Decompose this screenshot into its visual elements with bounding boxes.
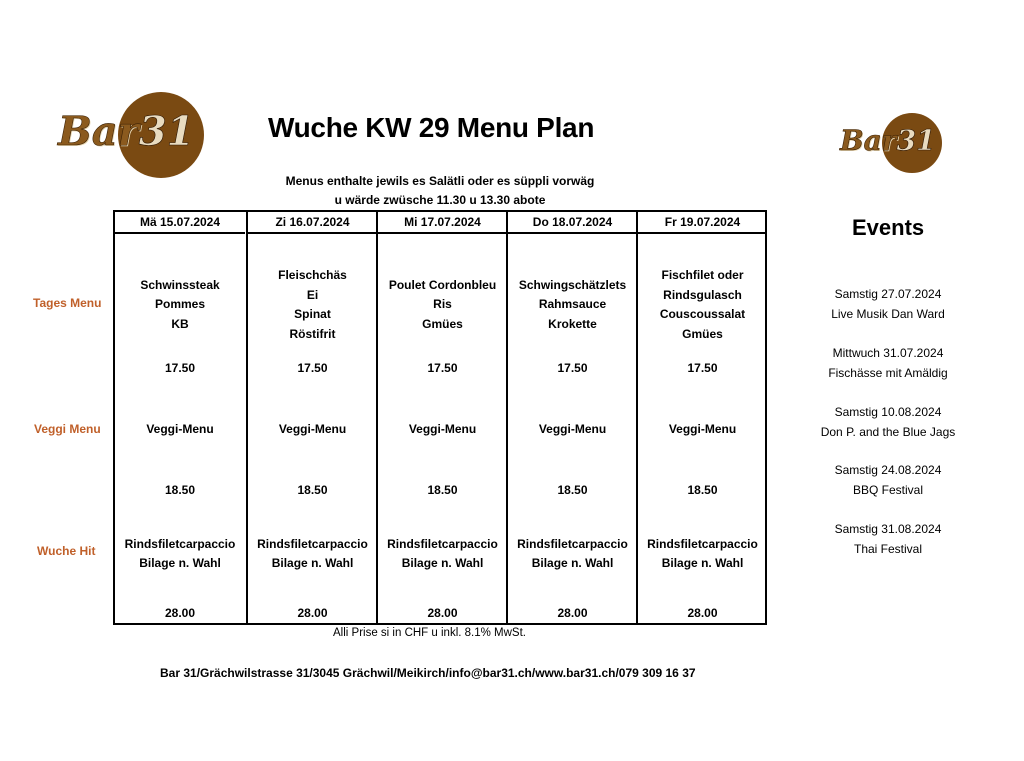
wuche-hit-dish-line: Bilage n. Wahl [401,556,484,570]
tages-menu-price-text: 17.50 [687,361,718,376]
subtitle-line-2: u wärde zwüsche 11.30 u 13.30 abote [334,193,546,207]
tages-menu-dish-line: Spinat [294,307,331,321]
veggi-menu-dish-text: Veggi-Menu [146,422,214,437]
wuche-hit-price-text: 28.00 [164,606,196,621]
wuche-hit-dish [638,535,767,574]
day-header: Fr 19.07.2024 [638,212,767,234]
row-label-tages-menu: Tages Menu [33,296,102,310]
veggi-menu-price [248,481,377,501]
veggi-menu-price-text: 18.50 [164,483,196,498]
day-header: Do 18.07.2024 [508,212,637,234]
day-column [246,212,377,623]
event-name: BBQ Festival [852,482,924,497]
tages-menu-dish [378,276,507,335]
tages-menu-dish [508,276,637,335]
wuche-hit-dish-line: Bilage n. Wahl [661,556,744,570]
day-column [636,212,767,623]
tages-menu-dish-line: Gmües [682,326,723,341]
tages-menu-price [638,359,767,379]
veggi-menu-dish [508,420,637,440]
row-label-wuche-hit: Wuche Hit [37,544,96,558]
tages-menu-price-text: 17.50 [164,361,196,376]
wuche-hit-dish [378,535,507,574]
veggi-menu-price [115,481,245,501]
tages-menu-dish-line: Fleischchäs [278,268,347,282]
event-item [800,403,976,442]
day-header: Zi 16.07.2024 [248,212,377,234]
page-title: Wuche KW 29 Menu Plan [268,112,595,143]
wuche-hit-dish-line: Bilage n. Wahl [271,556,354,570]
tages-menu-dish-line: Krokette [548,316,597,331]
contact-footer: Bar 31/Grächwilstrasse 31/3045 Grächwil/Meikirch/info@bar31.ch/www.bar31.ch/079 309 16 37 [160,666,696,680]
veggi-menu-price [378,481,507,501]
tages-menu-dish-line: Röstifrit [289,326,336,341]
wuche-hit-price [638,604,767,624]
veggi-menu-dish-text: Veggi-Menu [668,422,737,437]
tages-menu-dish-line: Rindsgulasch [663,287,742,302]
wuche-hit-dish [248,535,377,574]
event-date: Samstig 31.08.2024 [834,522,942,536]
wuche-hit-price [115,604,245,624]
tages-menu-dish-line: Pommes [154,297,206,312]
tages-menu-dish [248,266,377,344]
day-column [376,212,507,623]
bar31-logo-right [838,113,944,173]
tages-menu-dish-line: Schwingschätzlets [518,277,627,292]
logo-lettering: Bar31 [840,124,936,157]
veggi-menu-price-text: 18.50 [687,483,718,498]
veggi-menu-dish [638,420,767,440]
wuche-hit-price [378,604,507,624]
veggi-menu-dish-text: Veggi-Menu [278,422,347,437]
veggi-menu-price [638,481,767,501]
veggi-menu-dish-text: Veggi-Menu [538,422,607,437]
tages-menu-price [115,359,245,379]
day-column [506,212,637,623]
tages-menu-price [248,359,377,379]
event-item [800,285,976,324]
row-label-veggi-menu: Veggi Menu [34,422,101,436]
tages-menu-dish-line: Schwinssteak [140,277,220,292]
tages-menu-dish-line: Couscoussalat [659,307,746,321]
veggi-menu-dish [115,420,245,440]
tages-menu-price [508,359,637,379]
tages-menu-price-text: 17.50 [557,361,588,376]
wuche-hit-price-text: 28.00 [427,606,458,621]
veggi-menu-price-text: 18.50 [297,483,328,498]
tages-menu-price-text: 17.50 [427,361,458,376]
tages-menu-dish-line: Fischfilet oder [661,268,744,282]
tages-menu-dish-line: Gmües [422,316,463,331]
logo-lettering: Bar31 [58,108,195,155]
price-note: Alli Prise si in CHF u inkl. 8.1% MwSt. [333,627,526,639]
event-item [800,520,976,559]
wuche-hit-dish [115,535,245,574]
wuche-hit-dish [508,535,637,574]
wuche-hit-price [248,604,377,624]
veggi-menu-dish-text: Veggi-Menu [408,422,477,437]
bar31-logo-left [58,92,208,178]
wuche-hit-dish-line: Bilage n. Wahl [531,556,614,570]
event-date: Samstig 24.08.2024 [834,463,942,477]
wuche-hit-dish-line: Rindsfiletcarpaccio [647,536,758,551]
wuche-hit-dish-line: Rindsfiletcarpaccio [124,536,236,551]
events-heading: Events [852,215,925,240]
event-name: Thai Festival [853,541,923,556]
subtitle-line-1: Menus enthalte jewils es Salätli oder es süppli vorwäg [285,174,595,188]
event-item [800,461,976,500]
event-item [800,344,976,383]
day-column [115,212,245,623]
wuche-hit-price-text: 28.00 [687,606,718,621]
wuche-hit-dish-line: Rindsfiletcarpaccio [517,536,628,551]
wuche-hit-price-text: 28.00 [297,606,328,621]
event-date: Mittwuch 31.07.2024 [832,346,944,360]
event-date: Samstig 27.07.2024 [834,287,942,301]
wuche-hit-price [508,604,637,624]
tages-menu-price-text: 17.50 [297,361,328,376]
tages-menu-dish-line: Ei [306,287,319,302]
tages-menu-dish [115,276,245,335]
veggi-menu-dish [248,420,377,440]
tages-menu-dish-line: Ris [433,297,452,312]
day-header: Mi 17.07.2024 [378,212,507,234]
tages-menu-dish [638,266,767,344]
event-name: Fischässe mit Amäldig [828,365,948,380]
event-name: Don P. and the Blue Jags [820,424,956,439]
veggi-menu-price [508,481,637,501]
veggi-menu-price-text: 18.50 [427,483,458,498]
event-name: Live Musik Dan Ward [831,306,945,321]
tages-menu-price [378,359,507,379]
wuche-hit-dish-line: Rindsfiletcarpaccio [387,536,498,551]
event-date: Samstig 10.08.2024 [834,405,942,419]
tages-menu-dish-line: KB [171,316,189,331]
veggi-menu-price-text: 18.50 [557,483,588,498]
day-header: Mä 15.07.2024 [115,212,245,234]
wuche-hit-dish-line: Bilage n. Wahl [139,556,221,570]
tages-menu-dish-line: Poulet Cordonbleu [388,277,497,292]
wuche-hit-price-text: 28.00 [557,606,588,621]
menu-table [113,210,767,625]
wuche-hit-dish-line: Rindsfiletcarpaccio [257,536,368,551]
tages-menu-dish-line: Rahmsauce [538,297,607,312]
veggi-menu-dish [378,420,507,440]
